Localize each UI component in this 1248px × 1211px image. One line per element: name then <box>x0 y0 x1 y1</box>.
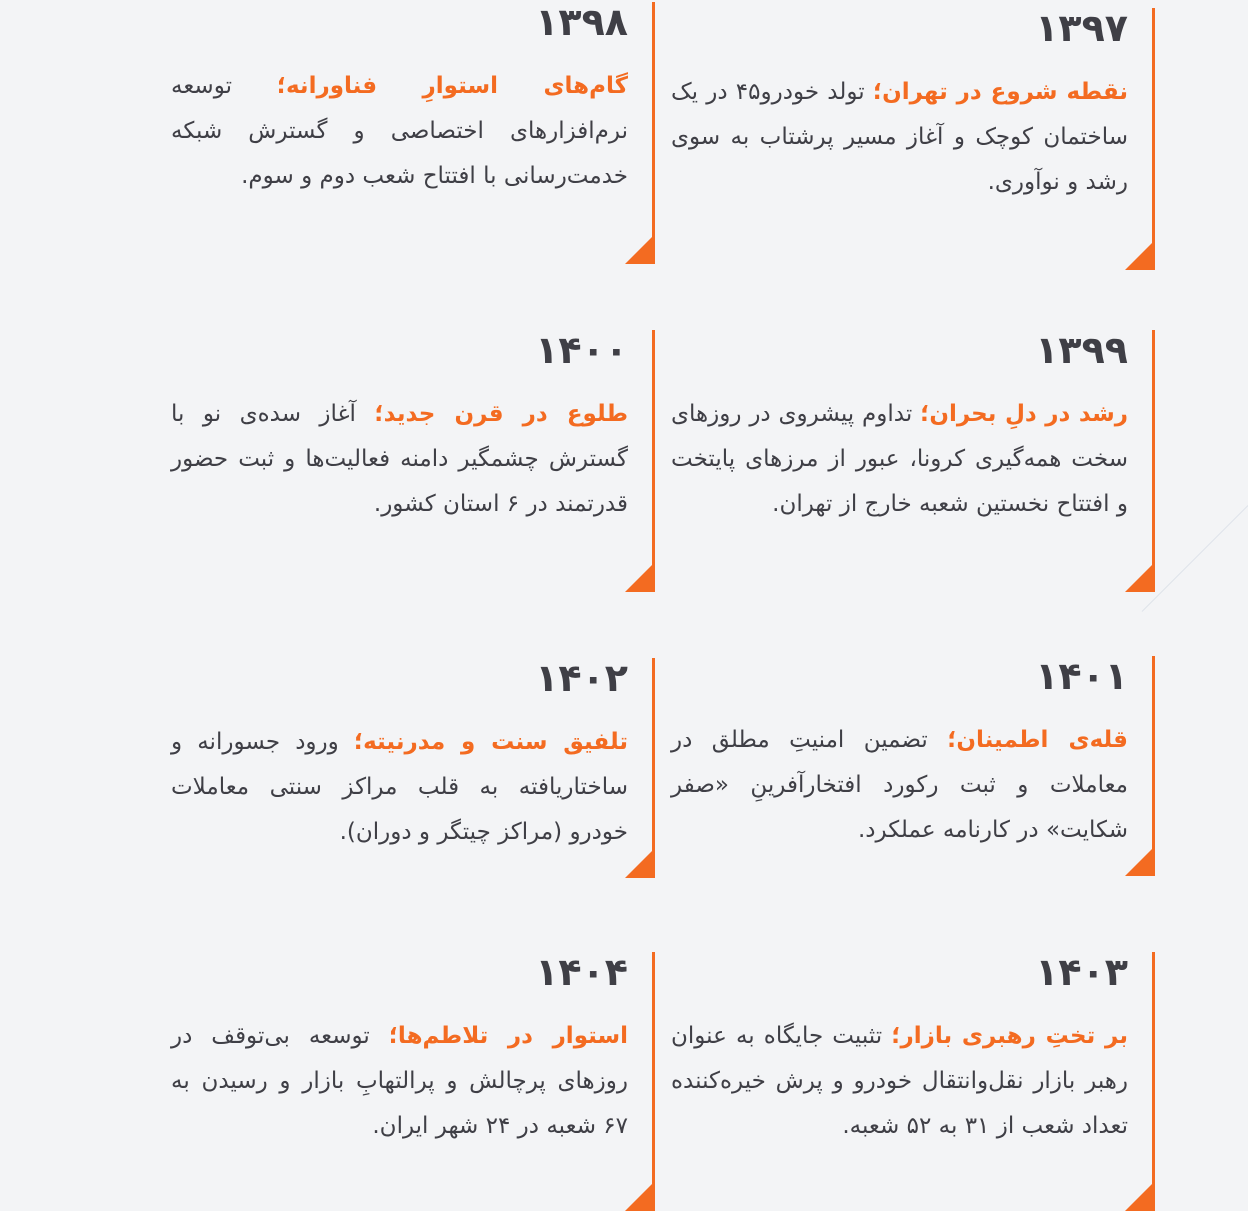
milestone-text: تضمین امنیتِ مطلق در معاملات و ثبت رکورد افتخارآفرینِ «صفر شکایت» در کارنامه عملکرد. <box>671 727 1128 843</box>
milestone-description <box>671 392 1128 527</box>
milestone-description <box>671 718 1128 853</box>
milestone-1404 <box>171 952 655 1211</box>
milestone-year: ۱۳۹۷ <box>1035 6 1128 50</box>
milestone-description <box>671 1014 1128 1149</box>
deco-diagonal-line <box>1142 505 1248 612</box>
milestone-description <box>671 70 1128 205</box>
milestone-1398 <box>171 2 655 264</box>
milestone-year: ۱۴۰۰ <box>535 328 628 372</box>
milestone-description <box>171 1014 628 1149</box>
milestone-year: ۱۴۰۱ <box>1035 654 1128 698</box>
milestone-1397 <box>671 8 1155 270</box>
milestone-title: بر تختِ رهبری بازار؛ <box>891 1023 1129 1049</box>
milestone-text: تولد خودرو۴۵ در یک ساختمان کوچک و آغاز مسیر پرشتاب به سوی رشد و نوآوری. <box>671 79 1128 195</box>
milestone-description <box>171 392 628 527</box>
milestone-description <box>171 720 628 855</box>
milestone-1403 <box>671 952 1155 1211</box>
milestone-title: رشد در دلِ بحران؛ <box>920 401 1129 427</box>
milestone-year: ۱۳۹۸ <box>535 0 628 44</box>
milestone-text: ورود جسورانه و ساختاریافته به قلب مراکز سنتی معاملات خودرو (مراکز چیتگر و دوران). <box>171 729 628 845</box>
milestone-title: استوار در تلاطم‌ها؛ <box>388 1023 629 1049</box>
milestone-year: ۱۴۰۲ <box>535 656 628 700</box>
milestone-text: توسعه بی‌توقف در روزهای پرچالش و پرالتهابِ بازار و رسیدن به ۶۷ شعبه در ۲۴ شهر ایران. <box>171 1023 628 1139</box>
milestone-title: قله‌ی اطمینان؛ <box>947 727 1128 753</box>
milestone-title: نقطه شروع در تهران؛ <box>872 79 1129 105</box>
milestone-year: ۱۴۰۴ <box>535 950 628 994</box>
milestone-1401 <box>671 656 1155 876</box>
milestone-description <box>171 64 628 199</box>
milestone-text: توسعه نرم‌افزارهای اختصاصی و گسترش شبکه خدمت‌رسانی با افتتاح شعب دوم و سوم. <box>171 73 628 189</box>
milestone-text: آغاز سده‌ی نو با گسترش چشمگیر دامنه فعالیت‌ها و ثبت حضور قدرتمند در ۶ استان کشور. <box>171 401 628 517</box>
milestone-text: تثبیت جایگاه به عنوان رهبر بازار نقل‌وانتقال خودرو و پرش خیره‌کننده تعداد شعب از ۳۱ به ۵۲ شعبه. <box>671 1023 1128 1139</box>
milestone-1400 <box>171 330 655 592</box>
milestone-year: ۱۴۰۳ <box>1035 950 1128 994</box>
milestone-title: تلفیق سنت و مدرنیته؛ <box>353 729 629 755</box>
milestone-title: طلوع در قرن جدید؛ <box>374 401 629 427</box>
milestone-title: گام‌های استوارِ فناورانه؛ <box>276 73 628 99</box>
milestone-text: تداوم پیشروی در روزهای سخت همه‌گیری کرونا، عبور از مرزهای پایتخت و افتتاح نخستین شعبه خارج از تهران. <box>671 401 1128 517</box>
milestone-year: ۱۳۹۹ <box>1035 328 1128 372</box>
milestone-1402 <box>171 658 655 878</box>
milestone-1399 <box>671 330 1155 592</box>
